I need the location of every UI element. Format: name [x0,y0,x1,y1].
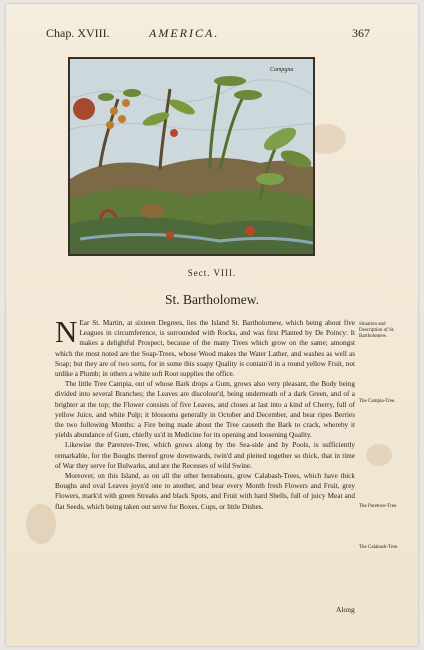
section-title: St. Bartholomew. [165,292,259,307]
margin-note-situation: Situation and Description of St. Bartholomew. [359,322,395,339]
engraved-plate [68,57,315,256]
paragraph-1-text: Ear St. Martin, at sixteen Degrees, lies the Island St. Bartholomew, which being about five Leagues in circumference, is surrounded with Rocks, and was first Planted by De Poincy: It makes a delightful Prospect, because of the many Trees which grow on the same; amongst which the most noted are the Soap-Trees, whose Wood makes the Water Lather, and washes as well as Soap; but they are of two sorts, for in some this soapy Quality is contain'd in a round yellow Fruit, not unlike a Plumb; in others a white soft Root supplies the office. [55,319,355,379]
paragraph-2: The little Tree Campia, out of whose Bark drops a Gum, grows also very pleasant, the Body being divided into several Branches; the Leaves are discolour'd, being underneath of a dark Green, and of a brighter at the top; the Flower consists of five Leaves, and closes at last into a kind of Cherry, full of yellow Juice, and white Pulp; it blossoms generally in October and December, and bear ripes Berries the two following Months: a Fire being made about the Tree causeth the Bark to crack, whereby it yields abundance of Gum, chiefly us'd in Medicine for its opening and loosening Quality. [55,380,355,440]
paragraph-4: Moreover, on this Island, as on all the other hereabouts, grow Calabash-Trees, which have thick Boughs and oval Leaves joyn'd one to another, and bear every Month fresh Flowers and Fruit, grey Flowers, mark'd with green Streaks and black Spots, and Fruit with hard Shells, full of juicy Meat and flat Seeds, which being taken out serve for Boxes, Cups, or little Dishes. [55,472,355,511]
paragraph-1 [55,314,355,379]
plate-illustration [70,59,313,254]
body-text [55,314,355,512]
book-page [6,4,418,646]
section-label: Sect. VIII. [187,268,237,278]
paper-stain [26,504,56,544]
chapter-label: Chap. XVIII. [46,26,110,40]
paper-stain [366,444,392,466]
plate-caption: Campgna [270,67,294,73]
margin-note-paretuve: The Paretuve-Tree. [359,504,398,509]
running-title: AMERICA. [149,26,220,40]
drop-cap: N [55,314,78,349]
margin-note-campia: The Campia-Tree. [359,399,396,404]
running-header [46,26,370,42]
paragraph-3: Likewise the Paretuve-Tree, which grows along by the Sea-side and by Pools, is sufficiently remarkable, for the Boughs thereof grow downwards, twin'd and pleited together so thick, that in time of War they serve for Bulwarks, and are the Recesses of wild Swine. [55,441,355,470]
margin-note-calabash: The Calabash-Tree. [359,545,399,550]
catchword: Along [336,605,355,614]
page-number: 367 [352,26,370,40]
